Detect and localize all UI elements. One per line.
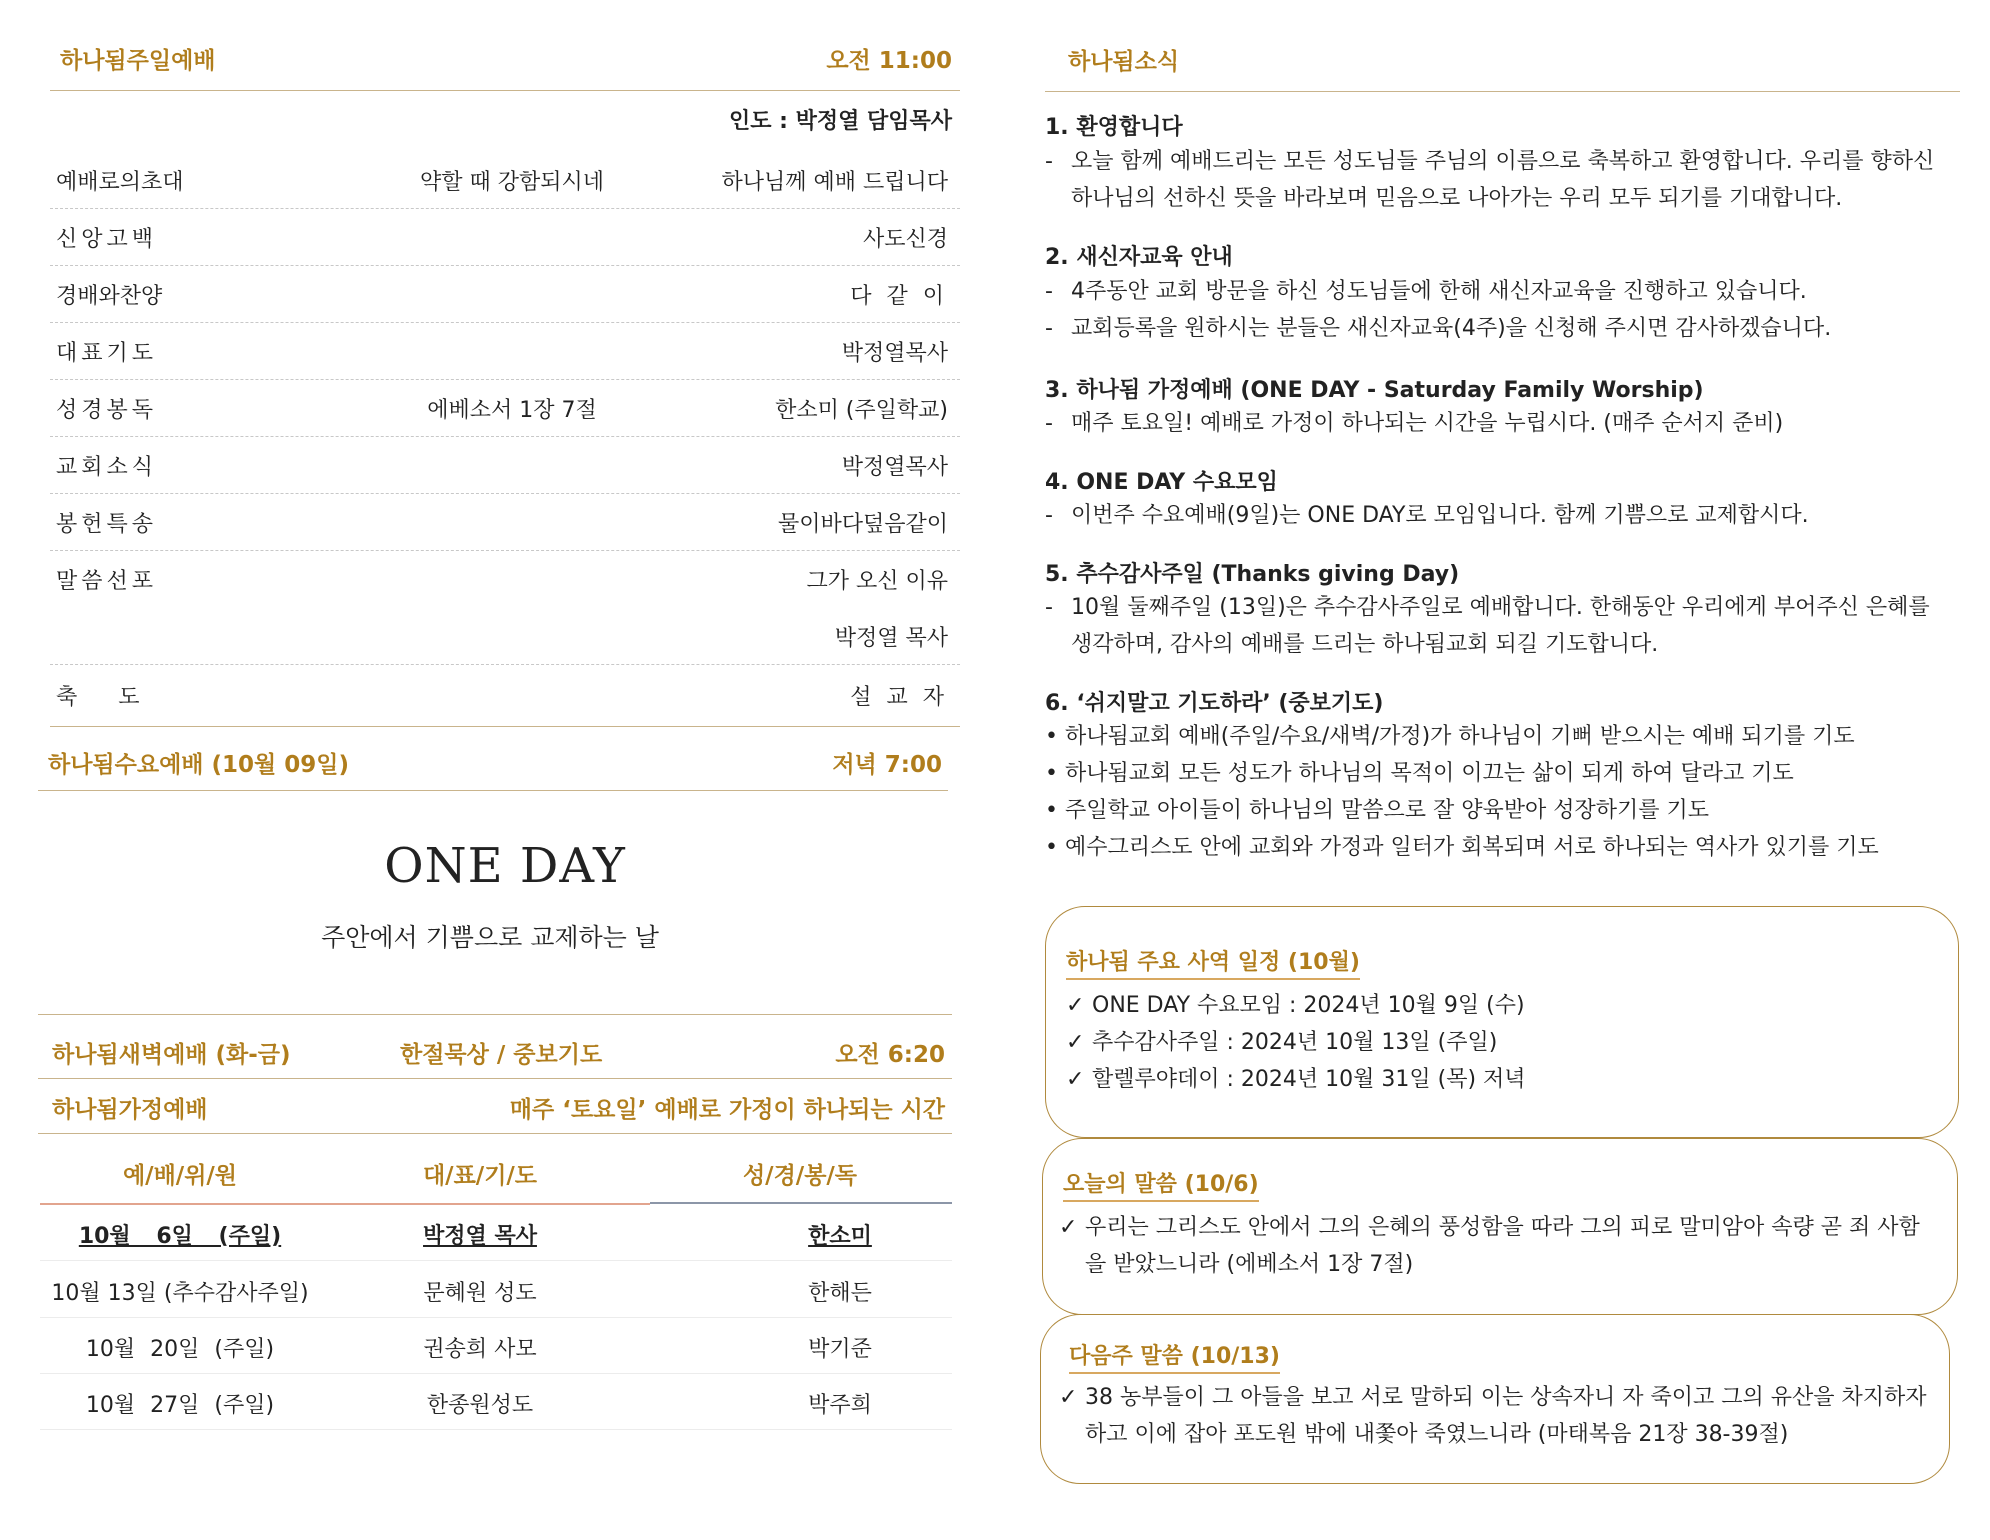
news-item: - 10월 둘째주일 (13일)은 추수감사주일로 예배합니다. 한해동안 우리에게 부어주신 은혜를 생각하며, 감사의 예배를 드리는 하나됨교회 되길 기도합니다. xyxy=(1045,589,1945,663)
news-item: - 이번주 수요예배(9일)는 ONE DAY로 모임입니다. 함께 기쁨으로 교제합시다. xyxy=(1045,497,1945,534)
service-row xyxy=(50,151,960,209)
service-row xyxy=(50,436,960,494)
row-label: 교회소식 xyxy=(56,455,158,480)
row-value: 박정열 목사 xyxy=(834,626,948,651)
table-row xyxy=(40,1318,952,1374)
next-week-word-box xyxy=(1040,1314,1950,1484)
verse-text: ✓ 38 농부들이 그 아들을 보고 서로 말하되 이는 상속자니 자 죽이고 그의 유산을 차지하자 하고 이에 잡아 포도원 밖에 내쫓아 죽였느니라 (마태복음 21장 38-39절) xyxy=(1059,1379,1939,1453)
service-row xyxy=(50,607,960,665)
schedule-header: 대/표/기/도 xyxy=(422,1163,538,1189)
family-title: 하나됨가정예배 xyxy=(52,1097,208,1123)
table-row xyxy=(40,1205,952,1261)
service-row xyxy=(50,379,960,437)
dash-icon: - xyxy=(1045,411,1053,436)
row-label: 신앙고백 xyxy=(56,227,158,252)
reading-cell: 한해든 xyxy=(808,1281,872,1306)
schedule-header: 성/경/봉/독 xyxy=(742,1163,858,1189)
bullet-icon: • xyxy=(1045,798,1058,823)
bullet-icon: • xyxy=(1045,761,1058,786)
news-heading: 4. ONE DAY 수요모임 xyxy=(1045,470,1278,495)
family-desc: 매주 ‘토요일’ 예배로 가정이 하나되는 시간 xyxy=(509,1097,945,1123)
row-value: 물이바다덮음같이 xyxy=(777,512,948,537)
news-title: 하나됨소식 xyxy=(1068,49,1180,75)
news-item: - 매주 토요일! 예배로 가정이 하나되는 시간을 누립시다. (매주 순서지 준비) xyxy=(1045,405,1945,442)
row-value: 다 같 이 xyxy=(850,284,948,309)
dash-icon: - xyxy=(1045,279,1053,304)
service-row xyxy=(50,493,960,551)
check-item: ✓ 할렐루야데이 : 2024년 10월 31일 (목) 저녁 xyxy=(1066,1061,1926,1098)
row-label: 예배로의초대 xyxy=(56,170,184,195)
dash-icon: - xyxy=(1045,316,1053,341)
prayer-cell: 한종원성도 xyxy=(426,1393,534,1418)
oneday-subtitle: 주안에서 기쁨으로 교제하는 날 xyxy=(321,923,659,952)
news-item: • 예수그리스도 안에 교회와 가정과 일터가 회복되며 서로 하나되는 역사가 있기를 기도 xyxy=(1045,829,1945,866)
row-value: 그가 오신 이유 xyxy=(806,569,948,594)
bullet-icon: • xyxy=(1045,724,1058,749)
check-icon: ✓ xyxy=(1059,1215,1078,1240)
box-title: 하나됨 주요 사역 일정 (10월) xyxy=(1066,945,1360,980)
service-row xyxy=(50,265,960,323)
ministry-schedule-box xyxy=(1045,906,1959,1138)
news-item: - 4주동안 교회 방문을 하신 성도님들에 한해 새신자교육을 진행하고 있습니다. xyxy=(1045,273,1945,310)
news-item: • 하나됨교회 예배(주일/수요/새벽/가정)가 하나님이 기뻐 받으시는 예배 되기를 기도 xyxy=(1045,718,1945,755)
wednesday-title: 하나됨수요예배 (10월 09일) xyxy=(48,752,350,778)
row-label: 대표기도 xyxy=(56,341,158,366)
check-item: ✓ ONE DAY 수요모임 : 2024년 10월 9일 (수) xyxy=(1066,987,1926,1024)
news-heading: 1. 환영합니다 xyxy=(1045,115,1183,140)
dash-icon: - xyxy=(1045,149,1053,174)
prayer-cell: 문혜원 성도 xyxy=(423,1281,537,1306)
date-cell: 10월 27일 (주일) xyxy=(85,1393,275,1418)
check-icon: ✓ xyxy=(1066,1067,1085,1092)
divider xyxy=(38,1078,952,1079)
row-mid: 약할 때 강함되시네 xyxy=(419,170,604,195)
divider xyxy=(650,1202,952,1204)
divider xyxy=(38,790,948,791)
news-item: - 오늘 함께 예배드리는 모든 성도님들 주님의 이름으로 축복하고 환영합니다. 우리를 향하신 하나님의 선하신 뜻을 바라보며 믿음으로 나아가는 우리 모두 되기를 기대합니다. xyxy=(1045,143,1945,217)
row-label: 축 도 xyxy=(56,685,140,710)
bullet-icon: • xyxy=(1045,835,1058,860)
prayer-cell: 박정열 목사 xyxy=(423,1224,537,1249)
divider xyxy=(50,90,960,91)
reading-cell: 한소미 xyxy=(808,1224,872,1249)
divider xyxy=(38,1133,952,1134)
dash-icon: - xyxy=(1045,595,1053,620)
row-label: 봉헌특송 xyxy=(56,512,158,537)
divider xyxy=(50,726,960,727)
service-leader: 인도 : 박정열 담임목사 xyxy=(728,109,952,134)
date-cell: 10월 6일 (주일) xyxy=(78,1224,282,1249)
table-row xyxy=(40,1374,952,1430)
row-value: 박정열목사 xyxy=(841,455,948,480)
wednesday-time: 저녁 7:00 xyxy=(832,752,942,778)
service-row xyxy=(50,550,960,607)
table-row xyxy=(40,1262,952,1318)
check-item: ✓ 추수감사주일 : 2024년 10월 13일 (주일) xyxy=(1066,1024,1926,1061)
todays-word-box xyxy=(1042,1138,1958,1315)
check-icon: ✓ xyxy=(1066,993,1085,1018)
divider xyxy=(1045,91,1960,92)
row-value: 설 교 자 xyxy=(850,685,948,710)
row-label: 경배와찬양 xyxy=(56,284,163,309)
check-icon: ✓ xyxy=(1059,1385,1078,1410)
box-title: 오늘의 말씀 (10/6) xyxy=(1063,1167,1259,1202)
row-label: 말씀선포 xyxy=(56,569,158,594)
prayer-cell: 권송희 사모 xyxy=(423,1337,537,1362)
service-row xyxy=(50,322,960,380)
row-value: 박정열목사 xyxy=(841,341,948,366)
date-cell: 10월 20일 (주일) xyxy=(85,1337,275,1362)
schedule-header: 예/배/위/원 xyxy=(122,1163,238,1189)
oneday-title: ONE DAY xyxy=(384,838,626,894)
reading-cell: 박기준 xyxy=(808,1337,872,1362)
reading-cell: 박주희 xyxy=(808,1393,872,1418)
check-icon: ✓ xyxy=(1066,1030,1085,1055)
row-value: 한소미 (주일학교) xyxy=(775,398,948,423)
dawn-subtitle: 한절묵상 / 중보기도 xyxy=(400,1042,603,1068)
box-title: 다음주 말씀 (10/13) xyxy=(1069,1339,1280,1374)
sunday-time: 오전 11:00 xyxy=(826,48,952,74)
row-label: 성경봉독 xyxy=(56,398,158,423)
service-row xyxy=(50,208,960,266)
dawn-time: 오전 6:20 xyxy=(835,1042,945,1068)
news-item: • 주일학교 아이들이 하나님의 말씀으로 잘 양육받아 성장하기를 기도 xyxy=(1045,792,1945,829)
news-heading: 6. ‘쉬지말고 기도하라’ (중보기도) xyxy=(1045,691,1384,716)
dawn-title: 하나됨새벽예배 (화-금) xyxy=(52,1042,291,1068)
row-value: 사도신경 xyxy=(862,227,948,252)
dash-icon: - xyxy=(1045,503,1053,528)
news-heading: 2. 새신자교육 안내 xyxy=(1045,245,1233,270)
row-value: 하나님께 예배 드립니다 xyxy=(721,170,948,195)
news-heading: 5. 추수감사주일 (Thanks giving Day) xyxy=(1045,562,1460,587)
row-mid: 에베소서 1장 7절 xyxy=(427,398,597,423)
news-item: • 하나됨교회 모든 성도가 하나님의 목적이 이끄는 삶이 되게 하여 달라고 기도 xyxy=(1045,755,1945,792)
service-row xyxy=(50,666,960,723)
date-cell: 10월 13일 (추수감사주일) xyxy=(51,1281,309,1306)
news-item: - 교회등록을 원하시는 분들은 새신자교육(4주)을 신청해 주시면 감사하겠습니다. xyxy=(1045,310,1945,347)
sunday-title: 하나됨주일예배 xyxy=(60,48,216,74)
verse-text: ✓ 우리는 그리스도 안에서 그의 은혜의 풍성함을 따라 그의 피로 말미암아 속량 곧 죄 사함을 받았느니라 (에베소서 1장 7절) xyxy=(1059,1209,1939,1283)
divider xyxy=(38,1014,952,1015)
news-heading: 3. 하나됨 가정예배 (ONE DAY - Saturday Family Worship) xyxy=(1045,378,1704,403)
